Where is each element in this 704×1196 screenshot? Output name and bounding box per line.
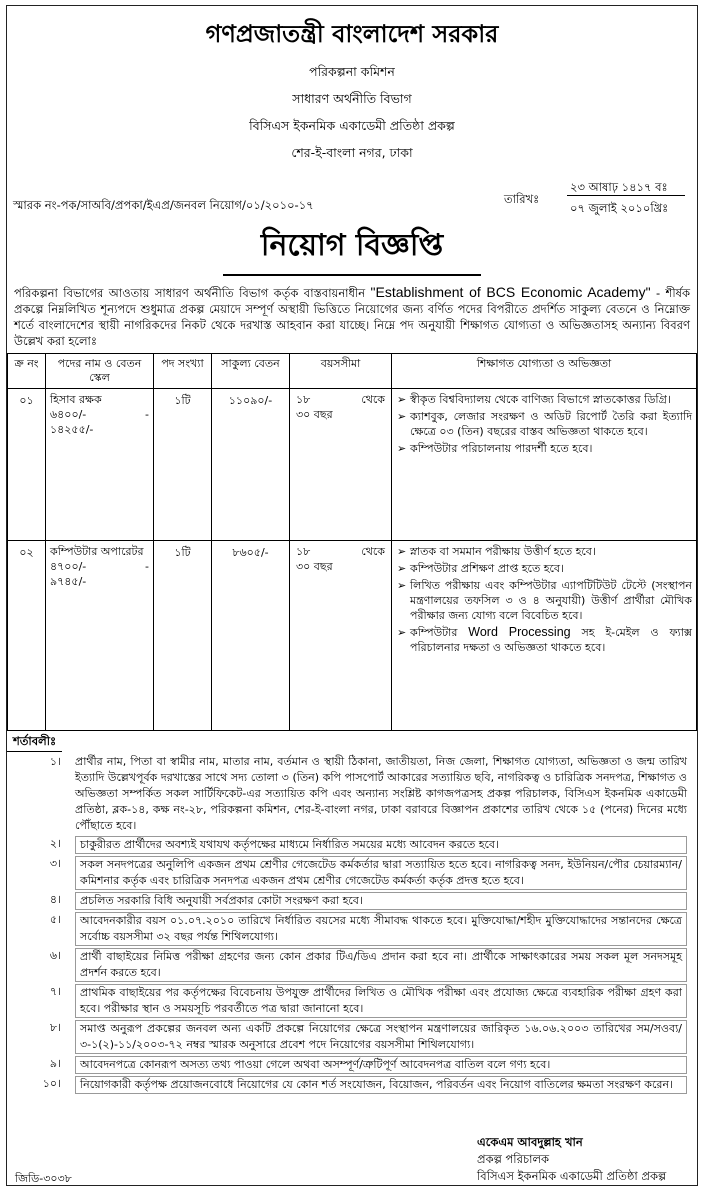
scale-to: ৯৭৪৫/- xyxy=(50,575,87,588)
date-label: তারিখঃ xyxy=(504,192,540,206)
term-item xyxy=(7,836,697,854)
term-number: ৩। xyxy=(49,857,61,870)
row-count: ১টি xyxy=(154,389,212,541)
terms-section xyxy=(7,731,697,1094)
term-item xyxy=(7,984,697,1018)
term-item xyxy=(7,856,697,890)
date-divider xyxy=(567,195,685,196)
signatory-name: একেএম আবদুল্লাহ খান xyxy=(477,1135,583,1149)
qual-word-after: সহ ই-মেইল ও ফ্যাক্স পরিচালনার দক্ষতা ও অভিজ্ঞতা থাকতে হবে। xyxy=(410,626,692,654)
row-age xyxy=(290,541,392,731)
memo-number: স্মারক নং-পক/সাঅবি/প্রপকা/ইএপ্র/জনবল নিয়োগ/০১/২০১০-১৭ xyxy=(13,198,314,212)
qual-item xyxy=(410,625,692,655)
address-line: শের-ই-বাংলা নগর, ঢাকা xyxy=(291,145,413,160)
term-text: প্রার্থী বাছাইয়ের নিমিত্ত পরীক্ষা গ্রহণের জন্য কোন প্রকার টিএ/ডিএ প্রদান করা হবে না। প্রার্থীকে সাক্ষাৎকারের সময় সকল মূল সনদসমূহ প্রদর্শন করতে হবে। xyxy=(75,948,687,982)
term-item xyxy=(7,912,697,946)
term-number: ১০। xyxy=(42,1077,61,1090)
scale-from: ৪৭০০/- xyxy=(50,560,87,573)
term-text: আবেদনপত্রে কোনরূপ অসত্য তথ্য পাওয়া গেলে অথবা অসম্পূর্ণ/ত্রুটিপূর্ণ আবেদনপত্র বাতিল বলে গণ্য হবে। xyxy=(75,1056,687,1074)
header-salary: সাকুল্য বেতন xyxy=(212,354,290,389)
table-row xyxy=(8,541,697,731)
scale-dash: - xyxy=(145,560,149,573)
row-serial: ০১ xyxy=(8,389,46,541)
qual-item: ➢ ক্যাশবুক, লেজার সংরক্ষণ ও অডিট রিপোর্ট তৈরি করা ইত্যাদি ক্ষেত্রে ০৩ (তিন) বছরের বাস্তব অভিজ্ঞতা থাকতে হবে। xyxy=(410,409,692,439)
gd-number: জিডি-৩০৩৮ xyxy=(15,1172,72,1185)
term-number: ২। xyxy=(49,837,61,850)
term-number: ৪। xyxy=(49,893,61,906)
term-number: ৯। xyxy=(49,1057,61,1070)
scale-dash: - xyxy=(145,408,149,421)
reference-row xyxy=(7,173,697,215)
row-qualifications xyxy=(392,541,697,731)
term-text: প্রচলিত সরকারি বিধি অনুযায়ী সর্বপ্রকার কোটা সংরক্ষণ করা হবে। xyxy=(75,892,687,910)
post-name: কম্পিউটার অপারেটর xyxy=(50,545,144,558)
table-row xyxy=(8,389,697,541)
age-to: ৩০ বছর xyxy=(296,408,333,421)
term-number: ৫। xyxy=(49,913,61,926)
notice-title: নিয়োগ বিজ্ঞপ্তি xyxy=(260,228,444,263)
age-from: ১৮ xyxy=(296,393,311,406)
intro-paragraph xyxy=(7,284,697,349)
header-post: পদের নাম ও বেতন স্কেল xyxy=(46,354,154,389)
qual-item: ➢ কম্পিউটার পরিচালনায় পারদর্শী হতে হবে। xyxy=(410,441,692,456)
row-post xyxy=(46,541,154,731)
date-bangla: ২৩ আষাঢ় ১৪১৭ বঃ xyxy=(570,180,668,194)
row-post xyxy=(46,389,154,541)
term-text: প্রার্থীর নাম, পিতা বা স্বামীর নাম, মাতার নাম, বর্তমান ও স্থায়ী ঠিকানা, জাতীয়তা, নিজ জেলা, শিক্ষাগত যোগ্যতা, অভিজ্ঞতা ও জন্ম তারিখ ইত্যাদি উল্লেখপূর্বক দরখাস্তের সাথে সদ্য তোলা ৩ (তিন) কপি পাসপোর্ট আকারের সত্যায়িত ছবি, নাগরিকত্ব ও চারিত্রিক সনদপত্র, শিক্ষাগত ও অভিজ্ঞতা সম্পর্কিত সকল সার্টিফিকেট-এর সত্যায়িত কপি এবং অন্যান্য সংশ্লিষ্ট কাগজপত্রসহ প্রকল্প পরিচালক, বিসিএস ইকনমিক একাডেমী প্রতিষ্ঠা, ব্লক-১৪, কক্ষ নং-২৮, পরিকল্পনা কমিশন, শের-ই-বাংলা নগর, ঢাকা বরাবরে বিজ্ঞাপন প্রকাশের তারিখ থেকে ১৫ (পনের) দিনের মধ্যে পৌঁছাতে হবে। xyxy=(75,755,687,832)
intro-part2: - শীর্ষক প্রকল্পে নিম্নলিখিত শূন্যপদে শুধুমাত্র প্রকল্প মেয়াদে সম্পূর্ণ অস্থায়ী ভিত্তিতে নিয়োগের জন্য বর্ণিত পদের বিপরীতে প্রদর্শিত সাকুল্য বেতনে ও নিম্নোক্ত শর্তে বাংলাদেশের স্থায়ী নাগরিকদের নিকট থেকে দরখাস্ত আহবান করা যাচ্ছে। নিম্নে পদ অনুযায়ী শিক্ষাগত যোগ্যতা ও অভিজ্ঞতাসহ অন্যান্য বিবরণ উল্লেখ করা হলোঃ xyxy=(14,286,691,348)
header-serial: ক্র নং xyxy=(8,354,46,389)
term-text: সকল সনদপত্রের অনুলিপি একজন প্রথম শ্রেণীর গেজেটেড কর্মকর্তার দ্বারা সত্যায়িত হতে হবে। নাগরিকত্ব সনদ, ইউনিয়ন/পৌর চেয়ারম্যান/কমিশনার কর্তৃক এবং চারিত্রিক সনদপত্র একজন প্রথম শ্রেণীর গেজেটেড কর্মকর্তা কর্তৃক প্রদত্ত হতে হবে। xyxy=(75,856,687,890)
intro-english: "Establishment of BCS Economic Academy" xyxy=(370,284,651,300)
government-heading: গণপ্রজাতন্ত্রী বাংলাদেশ সরকার xyxy=(205,20,499,48)
term-text: প্রাথমিক বাছাইয়ের পর কর্তৃপক্ষের বিবেচনায় উপযুক্ত প্রার্থীদের লিখিত ও মৌখিক পরীক্ষা এবং প্রযোজ্য ক্ষেত্রে ব্যবহারিক পরীক্ষা গ্রহণ করা হবে। পরীক্ষার স্থান ও সময়সূচি পরবর্তীতে পত্র দ্বারা জানানো হবে। xyxy=(75,984,687,1018)
age-to: ৩০ বছর xyxy=(296,560,333,573)
term-text: সমাপ্ত অনুরূপ প্রকল্পের জনবল অন্য একটি প্রকল্পে নিয়োগের ক্ষেত্রে সংস্থাপন মন্ত্রণালয়ের জারিকৃত ১৬.০৬.২০০৩ তারিখের সম/সওব্য/৩-১(২)-১১/২০০৩-৭২ নম্বর স্মারক অনুসারে প্রবেশ পদে নিয়োগের বয়সসীমা শিথিলযোগ্য। xyxy=(75,1020,687,1054)
scale-from: ৬৪০০/- xyxy=(50,408,87,421)
row-qualifications xyxy=(392,389,697,541)
qual-word-before: কম্পিউটার xyxy=(410,626,469,639)
header-qualification: শিক্ষাগত যোগ্যতা ও অভিজ্ঞতা xyxy=(392,354,697,389)
row-age xyxy=(290,389,392,541)
row-salary: ৮৬০৫/- xyxy=(212,541,290,731)
age-mid: থেকে xyxy=(361,393,385,406)
commission-line: পরিকল্পনা কমিশন xyxy=(309,64,395,79)
age-from: ১৮ xyxy=(296,545,311,558)
header-age: বয়সসীমা xyxy=(290,354,392,389)
term-number: ৮। xyxy=(49,1021,61,1034)
posts-table xyxy=(7,353,697,731)
term-text: আবেদনকারীর বয়স ০১.০৭.২০১০ তারিখে নির্ধারিত বয়সের মধ্যে সীমাবদ্ধ থাকতে হবে। মুক্তিযোদ্ধা/শহীদ মুক্তিযোদ্ধাদের সন্তানদের ক্ষেত্রে সর্বোচ্চ বয়সসীমা ৩২ বছর পর্যন্ত শিথিলযোগ্য। xyxy=(75,912,687,946)
term-item xyxy=(7,1020,697,1054)
notice-page xyxy=(6,5,698,1186)
terms-title: শর্তাবলীঃ xyxy=(7,731,62,752)
term-item xyxy=(7,1056,697,1074)
intro-part1: পরিকল্পনা বিভাগের আওতায় সাধারণ অর্থনীতি বিভাগ কর্তৃক বাস্তবায়নাধীন xyxy=(14,286,371,300)
term-text: নিয়োগকারী কর্তৃপক্ষ প্রয়োজনবোধে নিয়োগের যে কোন শর্ত সংযোজন, বিয়োজন, পরিবর্তন এবং নিয়োগ বাতিলের ক্ষমতা সংরক্ষণ করেন। xyxy=(75,1076,687,1094)
qual-word-english: Word Processing xyxy=(468,625,571,639)
age-mid: থেকে xyxy=(361,545,385,558)
term-number: ৬। xyxy=(49,949,61,962)
term-item xyxy=(7,754,697,834)
title-underline xyxy=(223,274,481,276)
scale-to: ১৪২৫৫/- xyxy=(50,423,94,436)
term-number: ১। xyxy=(49,755,61,768)
signatory-project: বিসিএস ইকনমিক একাডেমী প্রতিষ্ঠা প্রকল্প xyxy=(477,1169,667,1183)
signature-block xyxy=(477,1134,666,1185)
row-serial: ০২ xyxy=(8,541,46,731)
qual-item: ➢ লিখিত পরীক্ষায় এবং কম্পিউটার এ্যাপটিটিউট টেস্টে (সংস্থাপন মন্ত্রণালয়ের তফসিল ৩ ও ৪ অনুযায়ী) উত্তীর্ণ প্রার্থীরা মৌখিক পরীক্ষার জন্য যোগ্য বলে বিবেচিত হবে। xyxy=(410,578,692,623)
post-name: হিসাব রক্ষক xyxy=(50,393,102,406)
term-item xyxy=(7,948,697,982)
qual-item: ➢ কম্পিউটার প্রশিক্ষণ প্রাপ্ত হতে হবে। xyxy=(410,561,692,576)
table-header-row xyxy=(8,354,697,389)
term-item xyxy=(7,892,697,910)
qual-item: ➢ স্বীকৃত বিশ্ববিদ্যালয় থেকে বাণিজ্য বিভাগে স্নাতকোত্তর ডিগ্রি। xyxy=(410,392,692,407)
term-number: ৭। xyxy=(49,985,61,998)
row-salary: ১১০৯০/- xyxy=(212,389,290,541)
project-line: বিসিএস ইকনমিক একাডেমী প্রতিষ্ঠা প্রকল্প xyxy=(249,118,455,133)
header-count: পদ সংখ্যা xyxy=(154,354,212,389)
date-english: ০৭ জুলাই ২০১০খ্রিঃ xyxy=(570,201,669,215)
division-line: সাধারণ অর্থনীতি বিভাগ xyxy=(292,91,412,106)
term-item xyxy=(7,1076,697,1094)
signatory-designation: প্রকল্প পরিচালক xyxy=(477,1152,550,1166)
qual-item: ➢ স্নাতক বা সমমান পরীক্ষায় উত্তীর্ণ হতে হবে। xyxy=(410,544,692,559)
term-text: চাকুরীরত প্রার্থীদের অবশ্যই যথাযথ কর্তৃপক্ষের মাধ্যমে নির্ধারিত সময়ের মধ্যে আবেদন করতে হবে। xyxy=(75,836,687,854)
row-count: ১টি xyxy=(154,541,212,731)
